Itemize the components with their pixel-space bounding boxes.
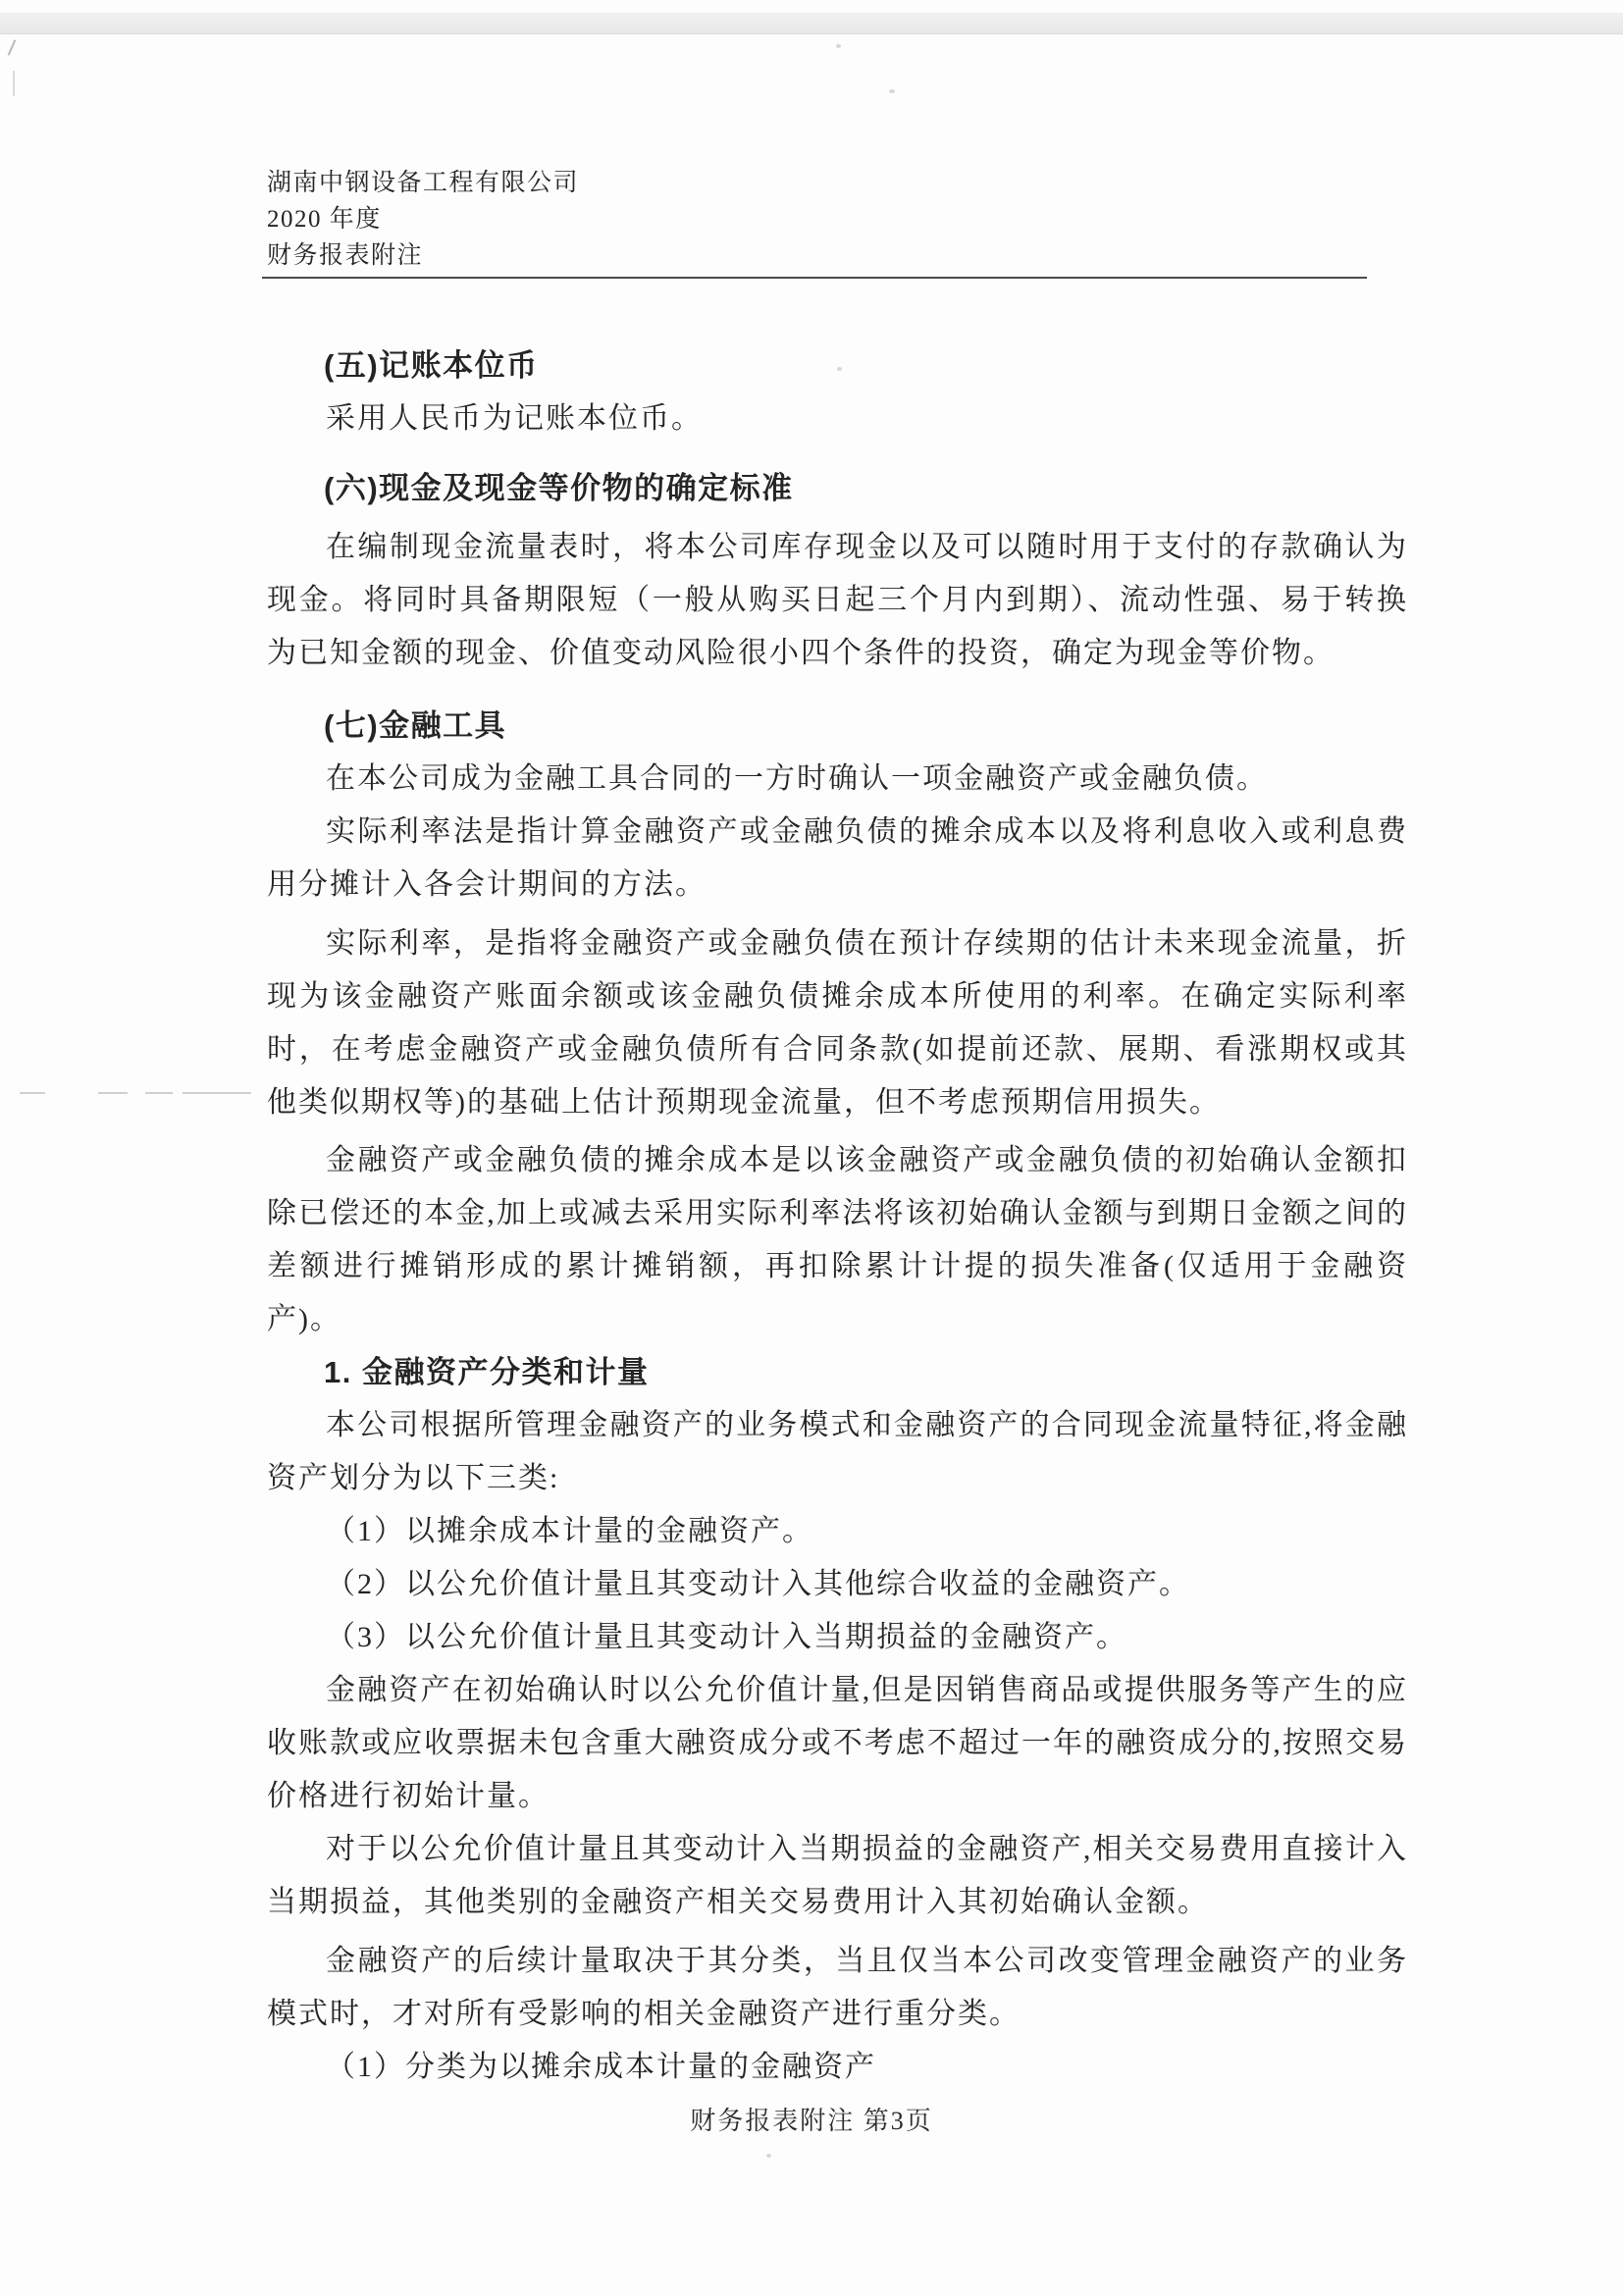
document-header <box>0 0 1623 274</box>
sub-heading-1: 1. 金融资产分类和计量 <box>324 1355 650 1389</box>
list-item: （1）以摊余成本计量的金融资产。 <box>326 1515 813 1547</box>
scan-artifact-speck <box>836 44 841 48</box>
company-name: 湖南中钢设备工程有限公司 <box>267 170 580 196</box>
scan-artifact-speck <box>766 2154 771 2158</box>
paragraph: 在本公司成为金融工具合同的一方时确认一项金融资产或金融负债。 <box>326 762 1268 795</box>
section-heading-6: (六)现金及现金等价物的确定标准 <box>324 471 794 505</box>
scan-artifact-speck <box>889 89 895 93</box>
paragraph: 对于以公允价值计量且其变动计入当期损益的金融资产,相关交易费用直接计入当期损益，其他类别的金融资产相关交易费用计入其初始确认金额。 <box>267 1833 1408 1918</box>
scan-artifact-dash <box>98 1092 128 1094</box>
report-period: 2020 年度 <box>267 206 382 233</box>
scan-artifact-band <box>0 13 1623 34</box>
list-item: （3）以公允价值计量且其变动计入当期损益的金融资产。 <box>326 1621 1127 1653</box>
paragraph: 实际利率法是指计算金融资产或金融负债的摊余成本以及将利息收入或利息费用分摊计入各会计期间的方法。 <box>267 815 1408 901</box>
section-heading-5: (五)记账本位币 <box>324 348 539 383</box>
scan-artifact-dash <box>145 1092 173 1094</box>
paragraph: 采用人民币为记账本位币。 <box>326 402 703 435</box>
page-footer: 财务报表附注 第3页 <box>690 2107 933 2135</box>
paragraph: 金融资产或金融负债的摊余成本是以该金融资产或金融负债的初始确认金额扣除已偿还的本金,加上或减去采用实际利率法将该初始确认金额与到期日金额之间的差额进行摊销形成的累计摊销额，再扣除累计计提的损失准备(仅适用于金融资产)。 <box>267 1144 1408 1335</box>
list-item: （2）以公允价值计量且其变动计入其他综合收益的金融资产。 <box>326 1568 1190 1600</box>
list-item: （1）分类为以摊余成本计量的金融资产 <box>326 2051 876 2083</box>
scan-artifact-dash <box>183 1092 251 1094</box>
scan-artifact-dash <box>20 1092 45 1094</box>
paragraph: 金融资产在初始确认时以公允价值计量,但是因销售商品或提供服务等产生的应收账款或应收票据未包含重大融资成分或不考虑不超过一年的融资成分的,按照交易价格进行初始计量。 <box>267 1674 1408 1812</box>
paragraph: 本公司根据所管理金融资产的业务模式和金融资产的合同现金流量特征,将金融资产划分为以下三类: <box>267 1409 1408 1494</box>
scan-artifact-sliver <box>13 71 15 96</box>
paragraph: 实际利率，是指将金融资产或金融负债在预计存续期的估计未来现金流量，折现为该金融资产账面余额或该金融负债摊余成本所使用的利率。在确定实际利率时，在考虑金融资产或金融负债所有合同条款(如提前还款、展期、看涨期权或其他类似期权等)的基础上估计预期现金流量，但不考虑预期信用损失。 <box>267 927 1408 1119</box>
scan-artifact-speck <box>837 367 842 371</box>
document-title: 财务报表附注 <box>267 242 424 269</box>
section-heading-7: (七)金融工具 <box>324 708 507 743</box>
paragraph: 金融资产的后续计量取决于其分类，当且仅当本公司改变管理金融资产的业务模式时，才对所有受影响的相关金融资产进行重分类。 <box>267 1945 1408 2030</box>
paragraph: 在编制现金流量表时，将本公司库存现金以及可以随时用于支付的存款确认为现金。将同时具备期限短（一般从购买日起三个月内到期）、流动性强、易于转换为已知金额的现金、价值变动风险很小四个条件的投资，确定为现金等价物。 <box>267 531 1408 669</box>
header-rule <box>262 277 1367 279</box>
document-body <box>0 339 1408 2094</box>
